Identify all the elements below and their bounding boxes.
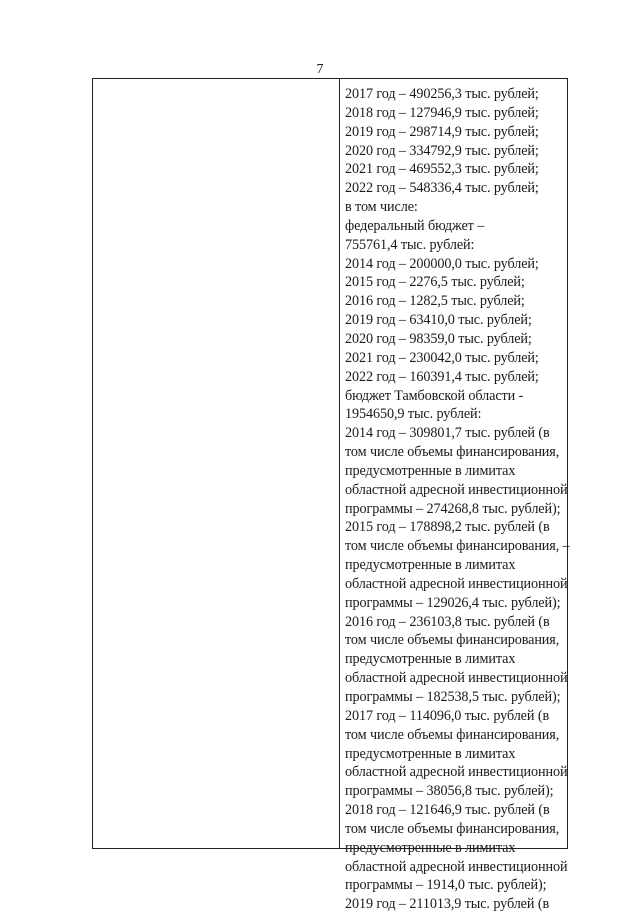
text-line: областной адресной инвестиционной [345, 575, 568, 592]
text-line: 2016 год – 1282,5 тыс. рублей; [345, 293, 525, 310]
text-line: областной адресной инвестиционной [345, 670, 568, 687]
text-line: 2019 год – 298714,9 тыс. рублей; [345, 123, 539, 140]
text-line: том числе объемы финансирования, [345, 726, 560, 743]
table-right-cell [345, 85, 569, 914]
text-line: 2019 год – 63410,0 тыс. рублей; [345, 312, 532, 329]
text-line: предусмотренные в лимитах [345, 557, 516, 574]
text-line: том числе объемы финансирования, [345, 444, 560, 461]
text-line: 2020 год – 98359,0 тыс. рублей; [345, 330, 532, 347]
text-line: предусмотренные в лимитах [345, 745, 516, 762]
text-line: программы – 1914,0 тыс. рублей); [345, 877, 547, 894]
text-line: в том числе: [345, 199, 418, 216]
funding-table [92, 78, 570, 913]
text-line: бюджет Тамбовской области - [345, 387, 524, 404]
text-line: 2016 год – 236103,8 тыс. рублей (в [345, 613, 550, 630]
table-left-cell [93, 79, 340, 848]
text-line: областной адресной инвестиционной [345, 858, 568, 875]
text-line: 2021 год – 469552,3 тыс. рублей; [345, 161, 539, 178]
text-line: программы – 182538,5 тыс. рублей); [345, 689, 561, 705]
text-line: том числе объемы финансирования, – [345, 538, 570, 555]
text-line: том числе объемы финансирования, [345, 820, 560, 837]
text-line: 2018 год – 121646,9 тыс. рублей (в [345, 802, 550, 819]
text-line: 2021 год – 230042,0 тыс. рублей; [345, 349, 539, 366]
text-line: 2018 год – 127946,9 тыс. рублей; [345, 104, 539, 121]
page-number: 7 [316, 62, 324, 77]
text-line: 2022 год – 548336,4 тыс. рублей; [345, 180, 539, 197]
text-line: 2017 год – 490256,3 тыс. рублей; [345, 86, 539, 102]
text-line: предусмотренные в лимитах [345, 839, 516, 856]
text-line: том числе объемы финансирования, [345, 632, 560, 649]
text-line: областной адресной инвестиционной [345, 764, 568, 781]
text-line: 2015 год – 2276,5 тыс. рублей; [345, 274, 525, 291]
text-line: предусмотренные в лимитах [345, 462, 516, 479]
text-line: 755761,4 тыс. рублей: [345, 236, 475, 253]
text-line: программы – 129026,4 тыс. рублей); [345, 594, 561, 611]
text-line: 2015 год – 178898,2 тыс. рублей (в [345, 519, 550, 536]
text-line: федеральный бюджет – [345, 217, 485, 234]
text-line: 2020 год – 334792,9 тыс. рублей; [345, 142, 539, 159]
text-line: предусмотренные в лимитах [345, 651, 516, 668]
text-line: программы – 274268,8 тыс. рублей); [345, 500, 561, 517]
text-line: 2017 год – 114096,0 тыс. рублей (в [345, 707, 550, 724]
text-line: 2019 год – 211013,9 тыс. рублей (в [345, 896, 550, 913]
text-line: 1954650,9 тыс. рублей: [345, 406, 482, 423]
text-line: программы – 38056,8 тыс. рублей); [345, 783, 554, 800]
text-line: 2014 год – 200000,0 тыс. рублей; [345, 255, 539, 272]
text-line: 2022 год – 160391,4 тыс. рублей; [345, 368, 539, 385]
text-line: 2014 год – 309801,7 тыс. рублей (в [345, 425, 550, 442]
text-line: областной адресной инвестиционной [345, 481, 568, 498]
